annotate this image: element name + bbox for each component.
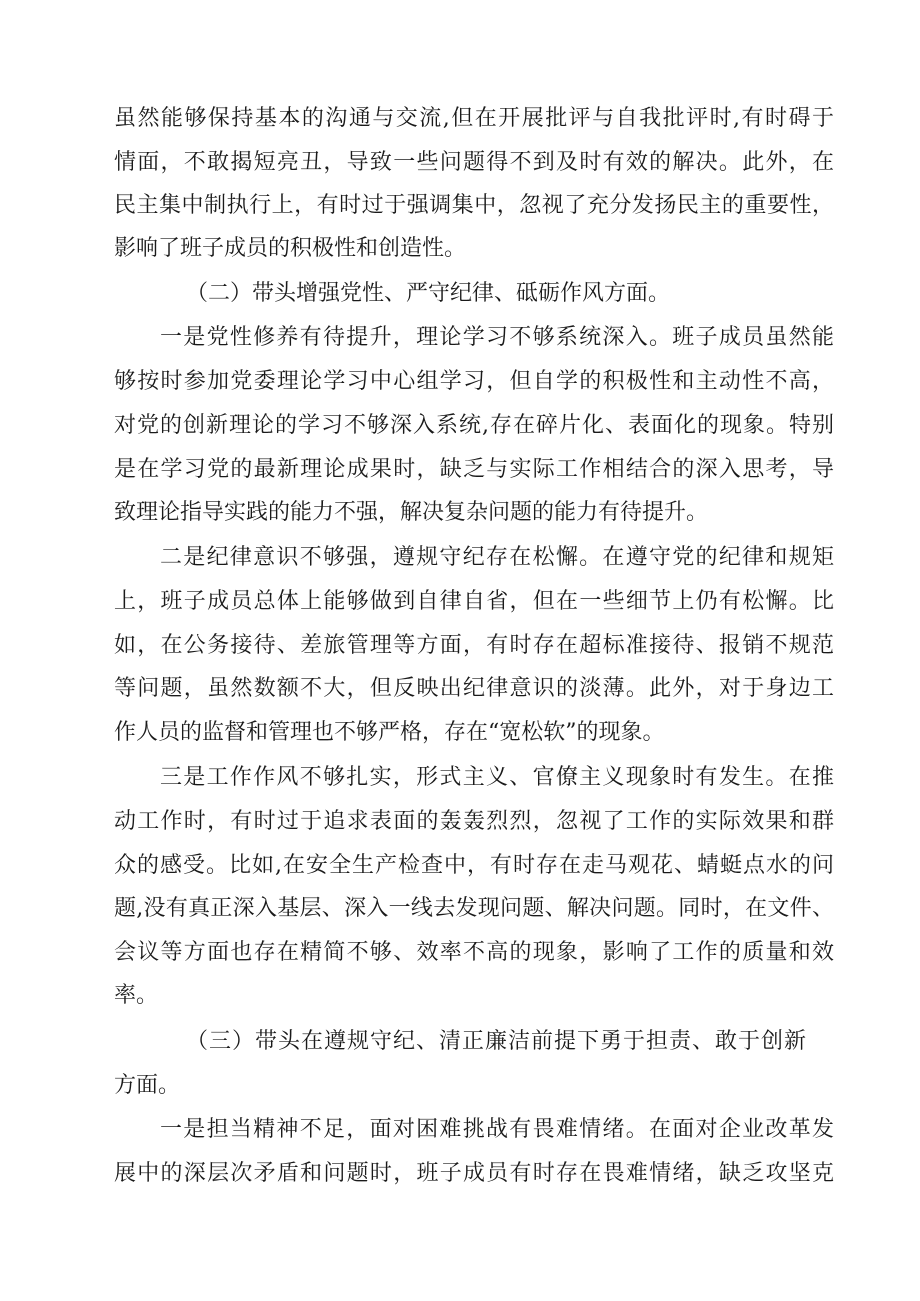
paragraph-first-line: 三是工作作风不够扎实，形式主义、官僚主义现象时有发生。在推 — [160, 765, 834, 790]
section-heading-3: （三）带头在遵规守纪、清正廉洁前提下勇于担责、敢于创新 — [186, 1029, 806, 1054]
paragraph-first-line: 一是担当精神不足，面对困难挑战有畏难情绪。在面对企业改革发 — [160, 1117, 834, 1142]
section-heading-3-continued: 方面。 — [114, 1073, 181, 1098]
section-heading-2: （二）带头增强党性、严守纪律、砥砺作风方面。 — [186, 281, 671, 306]
body-line: 是在学习党的最新理论成果时，缺乏与实际工作相结合的深入思考，导 — [114, 457, 834, 482]
body-line: 上，班子成员总体上能够做到自律自省，但在一些细节上仍有松懈。比 — [114, 589, 834, 614]
body-line: 展中的深层次矛盾和问题时，班子成员有时存在畏难情绪，缺乏攻坚克 — [114, 1161, 834, 1186]
body-line: 对党的创新理论的学习不够深入系统,存在碎片化、表面化的现象。特别 — [114, 413, 834, 438]
body-line: 题,没有真正深入基层、深入一线去发现问题、解决问题。同时，在文件、 — [114, 896, 834, 921]
body-line: 影响了班子成员的积极性和创造性。 — [114, 236, 467, 261]
paragraph-first-line: 二是纪律意识不够强，遵规守纪存在松懈。在遵守党的纪律和规矩 — [160, 545, 834, 570]
body-line: 动工作时，有时过于追求表面的轰轰烈烈，忽视了工作的实际效果和群 — [114, 809, 834, 834]
paragraph-first-line: 一是党性修养有待提升，理论学习不够系统深入。班子成员虽然能 — [160, 325, 834, 350]
body-line: 虽然能够保持基本的沟通与交流,但在开展批评与自我批评时,有时碍于 — [114, 106, 834, 131]
body-line: 作人员的监督和管理也不够严格，存在“宽松软”的现象。 — [114, 720, 665, 745]
body-line: 够按时参加党委理论学习中心组学习，但自学的积极性和主动性不高， — [114, 369, 834, 394]
body-line: 情面，不敢揭短亮丑，导致一些问题得不到及时有效的解决。此外，在 — [114, 150, 834, 175]
body-line: 会议等方面也存在精简不够、效率不高的现象，影响了工作的质量和效 — [114, 940, 834, 965]
body-line: 率。 — [114, 983, 159, 1008]
body-line: 众的感受。比如,在安全生产检查中，有时存在走马观花、蜻蜓点水的问 — [114, 853, 834, 878]
body-line: 民主集中制执行上，有时过于强调集中，忽视了充分发扬民主的重要性， — [114, 193, 834, 218]
body-line: 致理论指导实践的能力不强，解决复杂问题的能力有待提升。 — [114, 500, 709, 525]
body-line: 等问题，虽然数额不大，但反映出纪律意识的淡薄。此外，对于身边工 — [114, 676, 834, 701]
body-line: 如，在公务接待、差旅管理等方面，有时存在超标准接待、报销不规范 — [114, 633, 834, 658]
